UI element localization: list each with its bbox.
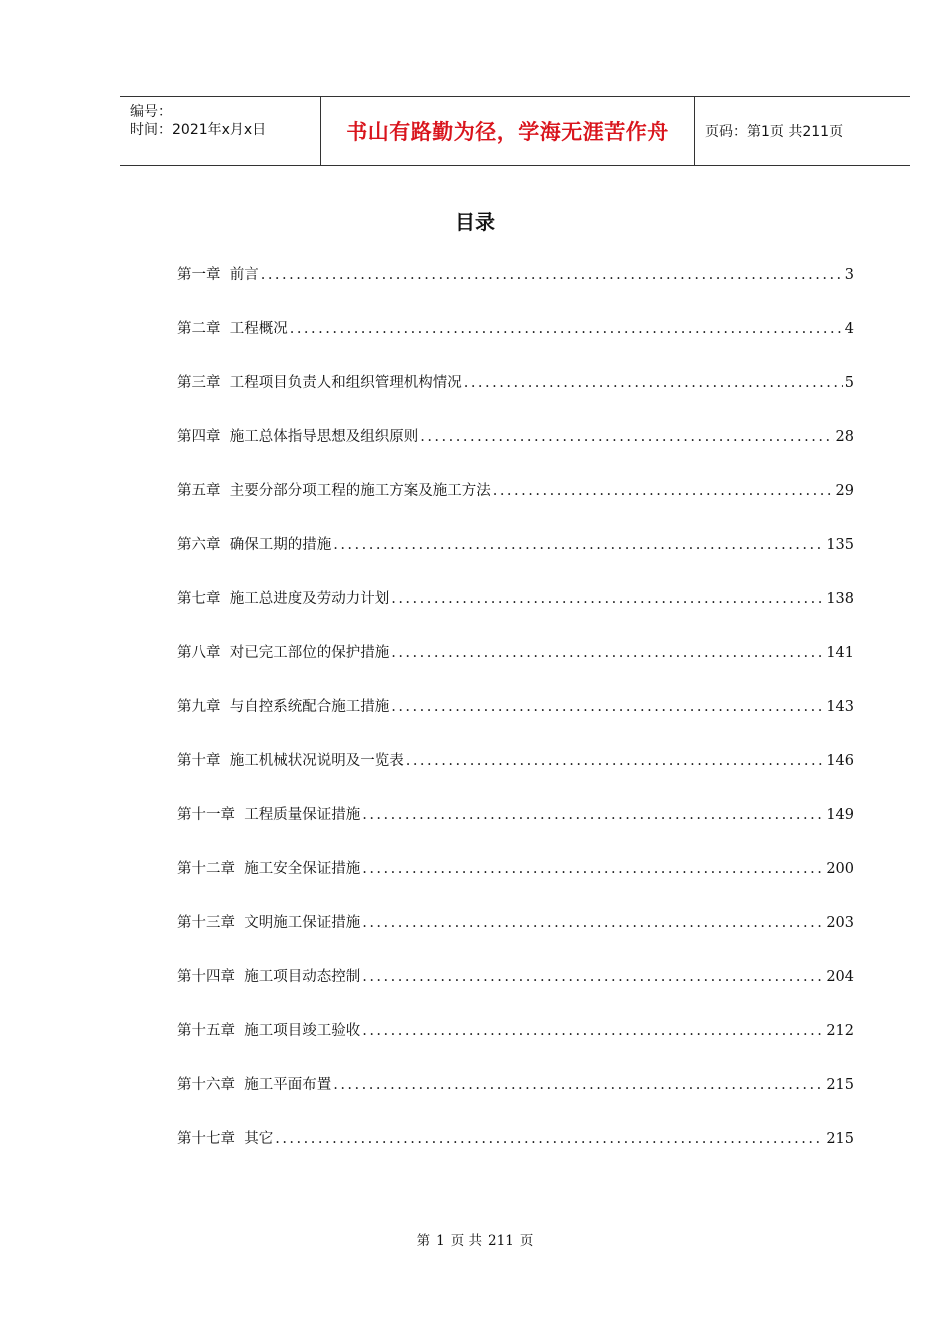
toc-entry-title: 确保工期的措施 [229,537,332,553]
toc-title: 目录 [455,210,495,234]
toc-entry-label [177,966,360,988]
toc-entry-page-number: 203 [826,915,854,931]
toc-entry-title: 工程质量保证措施 [244,807,361,823]
toc-entry-leader-dots [261,264,843,286]
toc-entry[interactable] [177,588,854,610]
toc-entry-leader-dots [362,858,824,880]
toc-entry-title: 施工项目竣工验收 [244,1023,361,1039]
toc-entry-label [177,1020,360,1042]
toc-entry[interactable] [177,696,854,718]
toc-entry-page-number: 3 [844,267,854,283]
toc-entry-label [177,480,491,502]
toc-entry-page-number: 212 [826,1023,854,1039]
toc-entry-title: 文明施工保证措施 [244,915,361,931]
toc-entry-label [177,1074,331,1096]
header-page-label: 页码：第1页 共211页 [705,124,844,140]
toc-entry-label [177,750,404,772]
toc-entry-chapter: 第七章 [177,591,221,607]
footer-prefix: 第 [416,1233,431,1249]
toc-entry[interactable] [177,264,854,286]
toc-entry[interactable] [177,1020,854,1042]
toc-entry-chapter: 第十二章 [177,861,235,877]
toc-entry-page-number: 215 [826,1077,854,1093]
toc-entry-title: 施工平面布置 [244,1077,332,1093]
toc-entry-title: 前言 [229,267,259,283]
toc-entry-title: 施工总体指导思想及组织原则 [229,429,419,445]
toc-entry-page-number: 204 [826,969,854,985]
toc-entry-chapter: 第十一章 [177,807,235,823]
toc-entry-leader-dots [362,966,824,988]
toc-entry-leader-dots [464,372,843,394]
toc-entry-label [177,426,418,448]
toc-entry-leader-dots [420,426,833,448]
toc-entry-page-number: 5 [844,375,854,391]
toc-entry[interactable] [177,1074,854,1096]
footer-middle: 页 共 [450,1233,483,1249]
toc-entry-page-number: 200 [826,861,854,877]
toc-entry-title: 工程项目负责人和组织管理机构情况 [229,375,462,391]
header-meta-cell [120,97,321,165]
toc-entry-chapter: 第九章 [177,699,221,715]
toc-entry-leader-dots [362,912,824,934]
toc-entry-title: 施工机械状况说明及一览表 [229,753,404,769]
toc-entry-page-number: 29 [835,483,854,499]
toc-entry-chapter: 第十章 [177,753,221,769]
toc-entry-title: 与自控系统配合施工措施 [229,699,390,715]
document-time-label: 时间：2021年x月x日 [130,122,267,138]
toc-entry-page-number: 149 [826,807,854,823]
header-page-cell [695,97,910,165]
toc-entry-leader-dots [362,804,824,826]
toc-entry-page-number: 146 [826,753,854,769]
header-slogan-cell [321,97,695,165]
toc-entry-title: 工程概况 [229,321,288,337]
toc-entry-chapter: 第二章 [177,321,221,337]
toc-entry[interactable] [177,912,854,934]
toc-entry-title: 其它 [244,1131,274,1147]
footer-suffix: 页 [519,1233,534,1249]
toc-entry-title: 施工总进度及劳动力计划 [229,591,390,607]
toc-entry-chapter: 第六章 [177,537,221,553]
page-footer [0,1229,950,1249]
toc-entry-chapter: 第三章 [177,375,221,391]
toc-entry-label [177,858,360,880]
toc-entry-leader-dots [290,318,843,340]
toc-entry-page-number: 135 [826,537,854,553]
toc-entry[interactable] [177,1128,854,1150]
toc-entry[interactable] [177,966,854,988]
toc-entry-title: 对已完工部位的保护措施 [229,645,390,661]
toc-entry-chapter: 第四章 [177,429,221,445]
toc-entry[interactable] [177,804,854,826]
toc-entry-label [177,372,462,394]
toc-entry-page-number: 28 [835,429,854,445]
toc-entry-label [177,318,288,340]
document-header [120,96,910,166]
toc-entry[interactable] [177,426,854,448]
toc-entry-page-number: 143 [826,699,854,715]
toc-entry-title: 主要分部分项工程的施工方案及施工方法 [229,483,491,499]
toc-entry-label [177,264,259,286]
toc-entry-label [177,642,389,664]
toc-entry-title: 施工项目动态控制 [244,969,361,985]
toc-entry-chapter: 第一章 [177,267,221,283]
toc-entry-label [177,588,389,610]
toc-entry-label [177,912,360,934]
toc-entry-page-number: 138 [826,591,854,607]
toc-entry-leader-dots [275,1128,824,1150]
toc-entry[interactable] [177,750,854,772]
header-slogan: 书山有路勤为径，学海无涯苦作舟 [346,120,669,144]
toc-entry-leader-dots [391,642,824,664]
toc-entry[interactable] [177,858,854,880]
toc-entry-chapter: 第八章 [177,645,221,661]
toc-entry-leader-dots [333,534,824,556]
toc-entry-chapter: 第十五章 [177,1023,235,1039]
toc-entry-leader-dots [391,696,824,718]
toc-entry-title: 施工安全保证措施 [244,861,361,877]
toc-entry-page-number: 4 [844,321,854,337]
toc-entry-chapter: 第十四章 [177,969,235,985]
toc-entry-leader-dots [406,750,825,772]
footer-total-pages: 211 [488,1233,514,1249]
toc-entry[interactable] [177,372,854,394]
footer-current-page: 1 [436,1233,445,1249]
document-number-label: 编号： [130,104,172,120]
toc-entry-page-number: 141 [826,645,854,661]
toc-entry-leader-dots [493,480,834,502]
toc-entry-chapter: 第五章 [177,483,221,499]
toc-entry-label [177,534,331,556]
toc-entry-chapter: 第十七章 [177,1131,235,1147]
toc-entry-label [177,804,360,826]
toc-entry-leader-dots [333,1074,824,1096]
toc-entry-chapter: 第十六章 [177,1077,235,1093]
toc-entry-page-number: 215 [826,1131,854,1147]
toc-entry[interactable] [177,318,854,340]
toc-entry-leader-dots [362,1020,824,1042]
toc-entry-label [177,696,389,718]
toc-entry[interactable] [177,642,854,664]
toc-entry-chapter: 第十三章 [177,915,235,931]
toc-entry[interactable] [177,534,854,556]
toc-entry-leader-dots [391,588,824,610]
toc-entry-label [177,1128,273,1150]
toc-entry[interactable] [177,480,854,502]
